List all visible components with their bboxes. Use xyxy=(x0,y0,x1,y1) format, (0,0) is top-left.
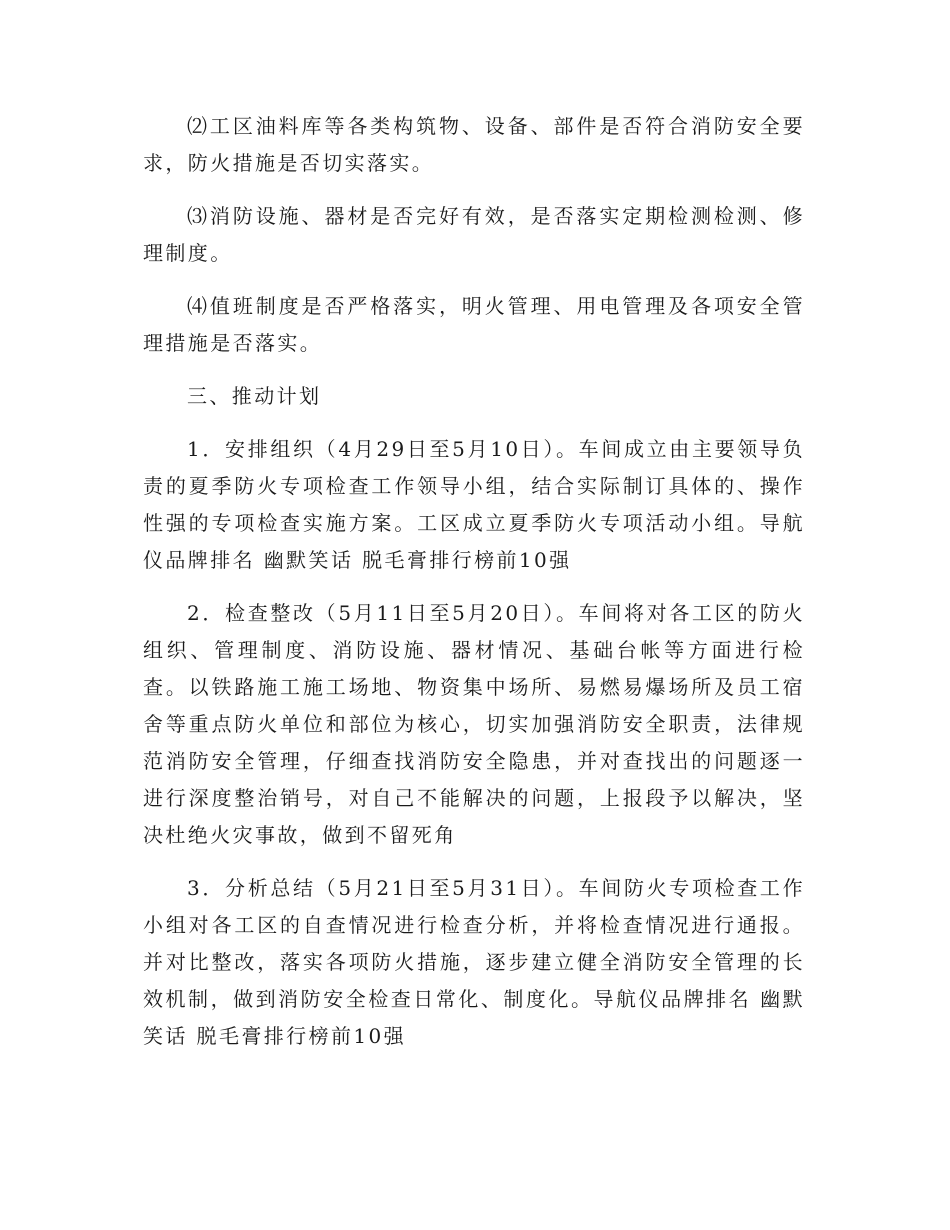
paragraph-item-4: ⑷值班制度是否严格落实，明火管理、用电管理及各项安全管理措施是否落实。 xyxy=(143,294,805,355)
section-heading-plan: 三、推动计划 xyxy=(187,384,322,408)
paragraph-item-3: ⑶消防设施、器材是否完好有效，是否落实定期检测检测、修理制度。 xyxy=(143,204,805,265)
paragraph-plan-3: 3．分析总结（5月21日至5月31日）。车间防火专项检查工作小组对各工区的自查情况进行检查分析，并将检查情况进行通报。并对比整改，落实各项防火措施，逐步建立健全消防安全管理的长效机制，做到消防安全检查日常化、制度化。导航仪品牌排名 幽默笑话 脱毛膏排行榜前10强 xyxy=(143,876,805,1048)
paragraph-plan-1: 1．安排组织（4月29日至5月10日）。车间成立由主要领导负责的夏季防火专项检查工作领导小组，结合实际制订具体的、操作性强的专项检查实施方案。工区成立夏季防火专项活动小组。导航仪品牌排名 幽默笑话 脱毛膏排行榜前10强 xyxy=(143,437,805,572)
paragraph-item-2: ⑵工区油料库等各类构筑物、设备、部件是否符合消防安全要求，防火措施是否切实落实。 xyxy=(143,114,805,175)
paragraph-plan-2: 2．检查整改（5月11日至5月20日）。车间将对各工区的防火组织、管理制度、消防设施、器材情况、基础台帐等方面进行检查。以铁路施工施工场地、物资集中场所、易燃易爆场所及员工宿舍等重点防火单位和部位为核心，切实加强消防安全职责，法律规范消防安全管理，仔细查找消防安全隐患，并对查找出的问题逐一进行深度整治销号，对自己不能解决的问题，上报段予以解决，坚决杜绝火灾事故，做到不留死角 xyxy=(143,601,805,847)
document-page xyxy=(143,108,805,1071)
